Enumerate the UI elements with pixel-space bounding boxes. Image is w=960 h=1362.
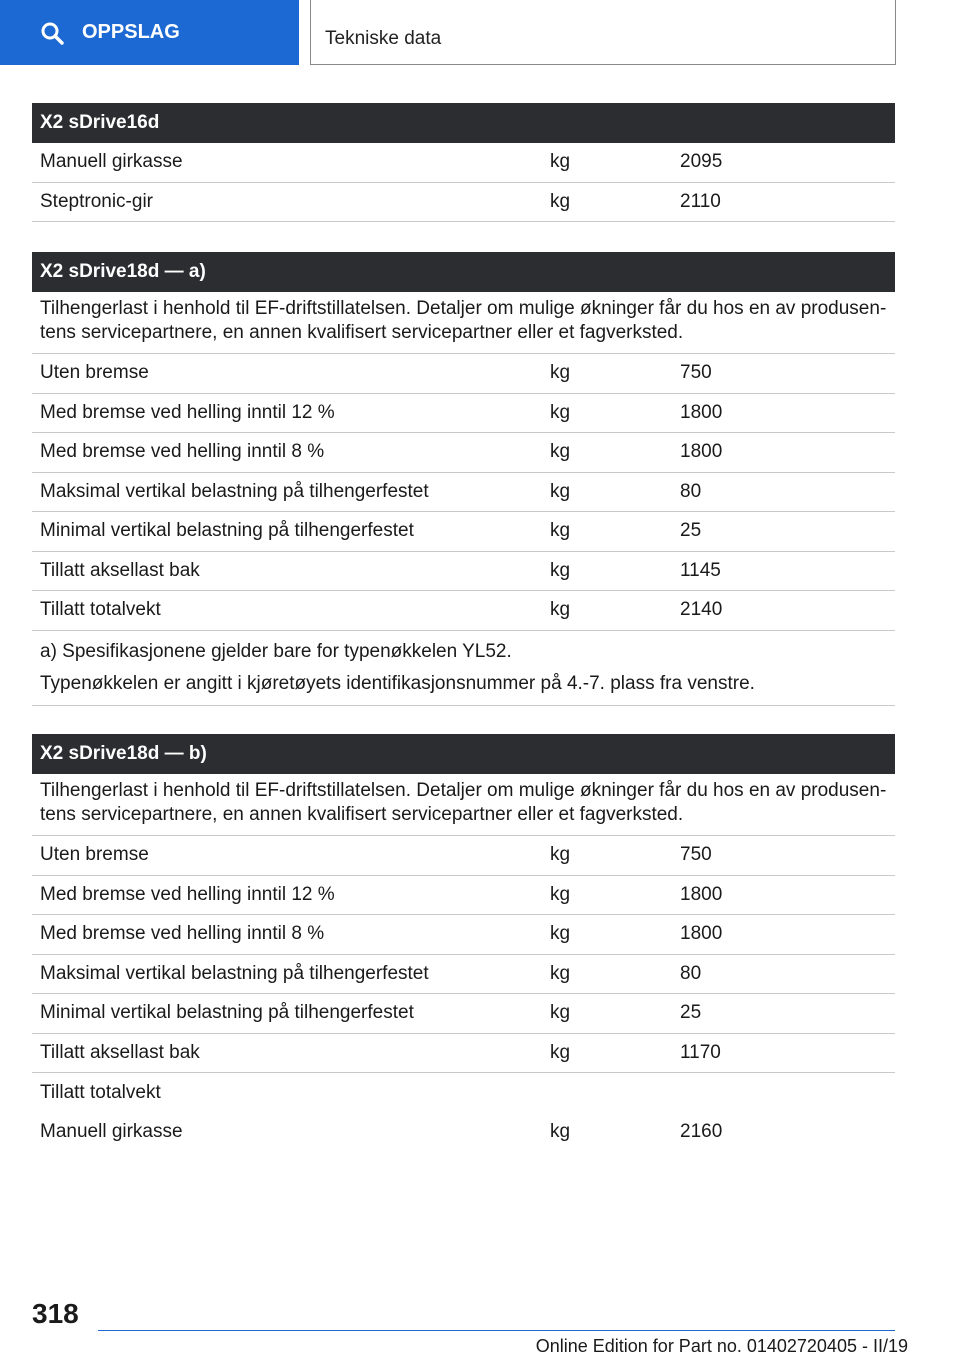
- row-value: 80: [680, 480, 702, 502]
- table-row: [32, 183, 895, 223]
- note-line: a) Spesifikasjonene gjelder bare for typenøkkelen YL52.: [40, 640, 512, 662]
- table-row: [32, 143, 895, 183]
- row-value: 1800: [680, 883, 723, 905]
- row-unit: kg: [550, 559, 571, 581]
- row-unit: kg: [550, 1041, 571, 1063]
- row-value: 80: [680, 962, 702, 984]
- table-row: [32, 836, 895, 876]
- table-row: [32, 591, 895, 631]
- row-unit: kg: [550, 401, 571, 423]
- row-label: Uten bremse: [40, 844, 149, 866]
- section-heading: X2 sDrive18d — b): [32, 734, 895, 774]
- row-label: Manuell girkasse: [40, 1121, 183, 1143]
- table-row: [32, 1113, 895, 1153]
- row-label: Med bremse ved helling inntil 12 %: [40, 401, 335, 423]
- row-value: 1800: [680, 441, 723, 463]
- row-value: 1145: [680, 559, 721, 581]
- row-value: 2110: [680, 190, 721, 212]
- row-value: 2095: [680, 151, 723, 173]
- table-row: [32, 915, 895, 955]
- row-label: Maksimal vertikal belastning på tilhengerfestet: [40, 962, 429, 984]
- row-unit: kg: [550, 480, 571, 502]
- section-x2-sdrive18d-b: [32, 734, 895, 1152]
- table-row: [32, 876, 895, 916]
- row-label: Med bremse ved helling inntil 8 %: [40, 441, 325, 463]
- row-value: 750: [680, 362, 712, 384]
- table-row: [32, 433, 895, 473]
- section-heading: X2 sDrive18d — a): [32, 252, 895, 292]
- row-value: 25: [680, 520, 702, 542]
- table-row: [32, 473, 895, 513]
- row-unit: kg: [550, 441, 571, 463]
- search-icon: [40, 21, 64, 45]
- row-label: Tillatt totalvekt: [40, 1081, 161, 1103]
- row-label: Tillatt aksellast bak: [40, 559, 200, 581]
- section-intro: Tilhengerlast i henhold til EF-driftstillatelsen. Detaljer om mulige økninger får du hos en av produsentens servicepartnere, en annen kvalifisert servicepartner eller et fagverksted.: [32, 774, 895, 836]
- row-label: Tillatt aksellast bak: [40, 1041, 200, 1063]
- row-unit: kg: [550, 362, 571, 384]
- section-x2-sdrive16d: [32, 103, 895, 222]
- row-value: 2140: [680, 599, 723, 621]
- row-label: Minimal vertikal belastning på tilhengerfestet: [40, 1002, 414, 1024]
- row-value: 750: [680, 844, 712, 866]
- footer-divider: [98, 1330, 895, 1331]
- row-label: Med bremse ved helling inntil 12 %: [40, 883, 335, 905]
- search-tab[interactable]: [0, 0, 299, 65]
- row-unit: kg: [550, 520, 571, 542]
- edition-text: Online Edition for Part no. 01402720405 - II/19: [535, 1336, 908, 1356]
- section-intro: Tilhengerlast i henhold til EF-driftstillatelsen. Detaljer om mulige økninger får du hos en av produsentens servicepartnere, en annen kvalifisert servicepartner eller et fagverksted.: [32, 292, 895, 354]
- note-line: Typenøkkelen er angitt i kjøretøyets identifikasjonsnummer på 4.-7. plass fra venstre.: [40, 672, 755, 694]
- row-label: Minimal vertikal belastning på tilhengerfestet: [40, 520, 414, 542]
- row-label: Manuell girkasse: [40, 151, 183, 173]
- row-unit: kg: [550, 962, 571, 984]
- search-tab-label: OPPSLAG: [82, 21, 180, 43]
- table-row: [32, 1034, 895, 1074]
- row-unit: kg: [550, 923, 571, 945]
- section-notes: [32, 631, 895, 706]
- row-label: Tillatt totalvekt: [40, 599, 161, 621]
- row-label: Steptronic-gir: [40, 190, 153, 212]
- table-row: [32, 552, 895, 592]
- section-title: Tekniske data: [325, 28, 442, 49]
- section-heading: X2 sDrive16d: [32, 103, 895, 143]
- table-row: [32, 1073, 895, 1113]
- row-value: 1170: [680, 1041, 721, 1063]
- row-value: 1800: [680, 401, 723, 423]
- row-unit: kg: [550, 1002, 571, 1024]
- table-row: [32, 955, 895, 995]
- row-label: Med bremse ved helling inntil 8 %: [40, 923, 325, 945]
- row-unit: kg: [550, 844, 571, 866]
- row-value: 1800: [680, 923, 723, 945]
- section-x2-sdrive18d-a: [32, 252, 895, 706]
- row-unit: kg: [550, 151, 571, 173]
- row-label: Maksimal vertikal belastning på tilhengerfestet: [40, 480, 429, 502]
- table-row: [32, 354, 895, 394]
- page-number: 318: [32, 1298, 79, 1329]
- row-unit: kg: [550, 883, 571, 905]
- row-value: 2160: [680, 1121, 723, 1143]
- row-unit: kg: [550, 1121, 571, 1143]
- section-title-box: [310, 0, 896, 65]
- table-row: [32, 512, 895, 552]
- row-unit: kg: [550, 190, 571, 212]
- row-label: Uten bremse: [40, 362, 149, 384]
- table-row: [32, 394, 895, 434]
- table-row: [32, 994, 895, 1034]
- row-unit: kg: [550, 599, 571, 621]
- row-value: 25: [680, 1002, 702, 1024]
